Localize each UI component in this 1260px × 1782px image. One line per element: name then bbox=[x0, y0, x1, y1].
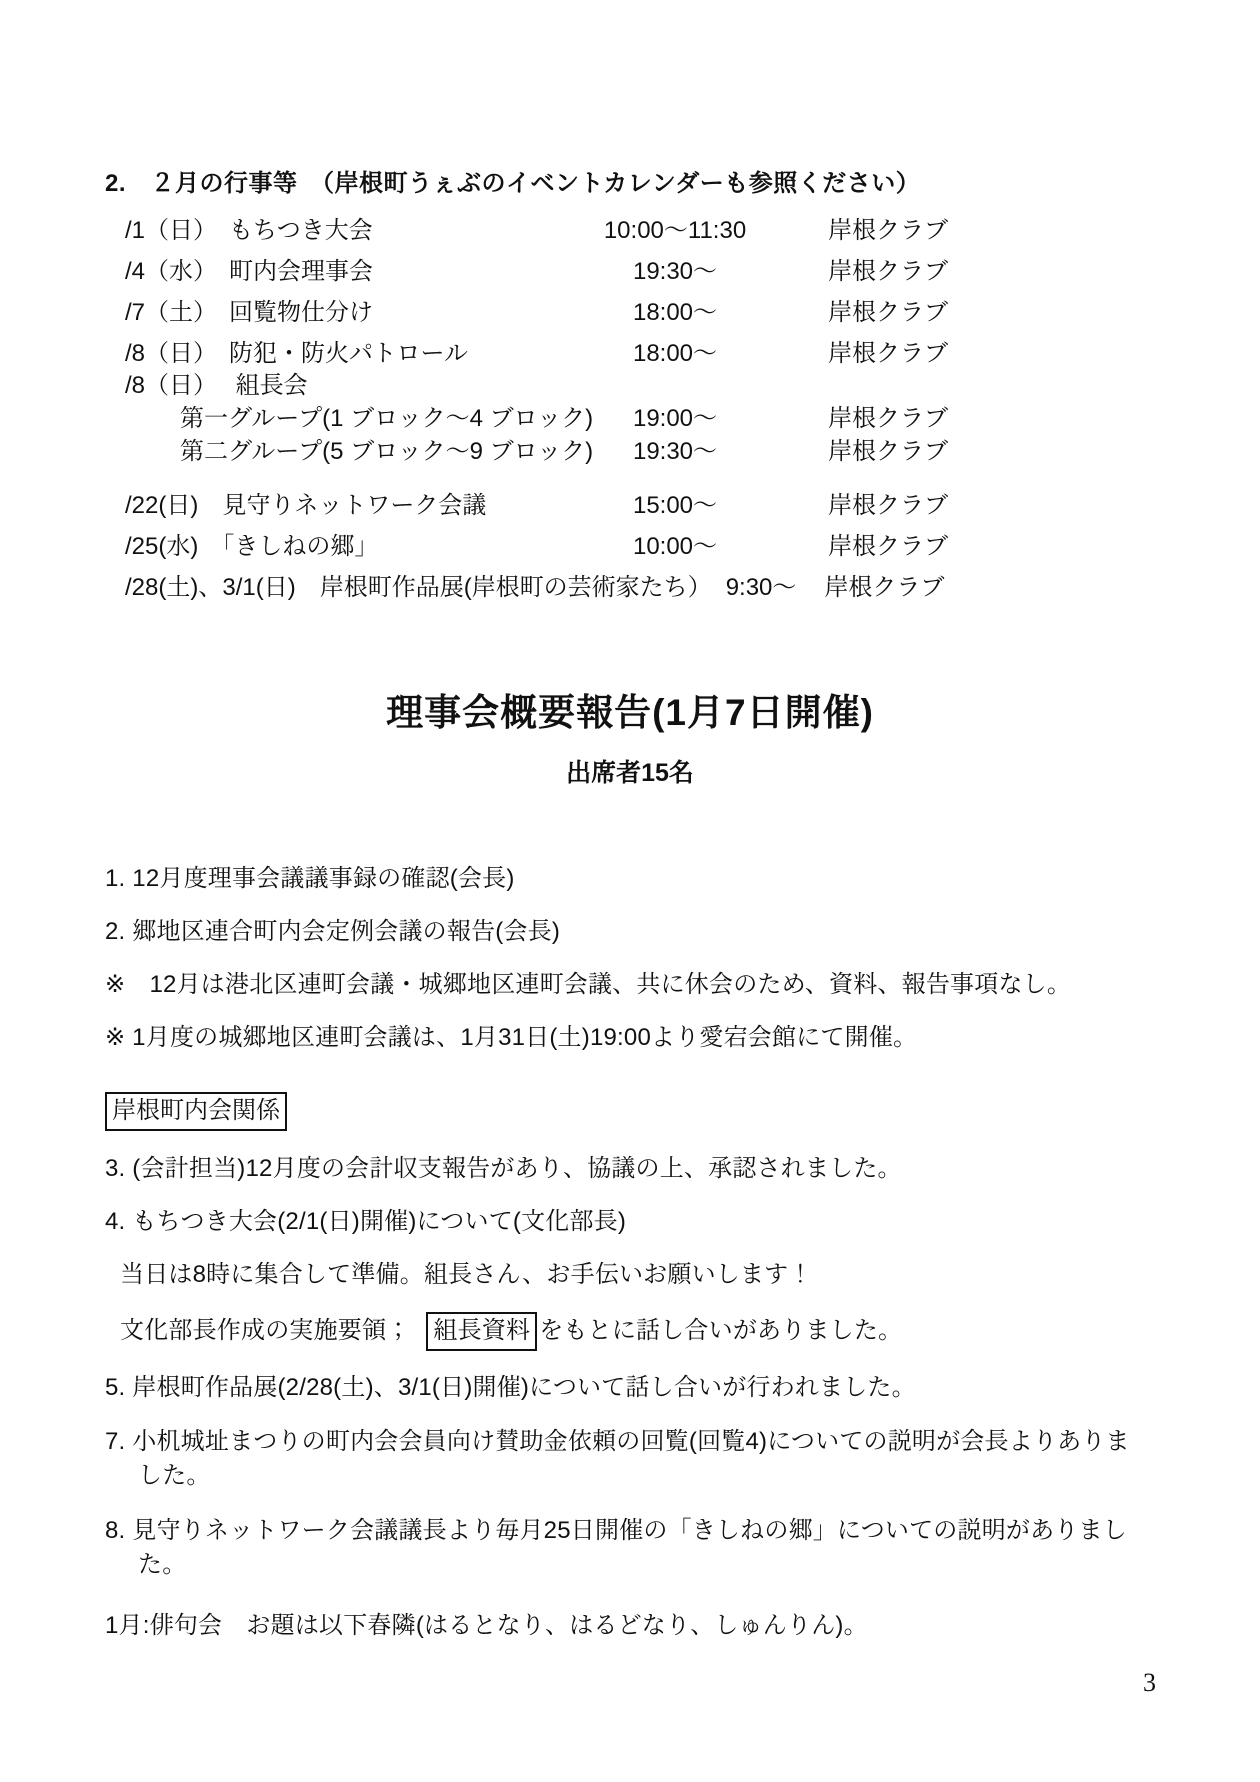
event-label: /8（日） 防犯・防火パトロール bbox=[125, 340, 469, 367]
event-label: /8（日） 組長会 bbox=[125, 372, 308, 399]
event-label: 第二グループ(5 ブロック～9 ブロック) bbox=[180, 438, 594, 465]
event-place: 岸根クラブ bbox=[828, 438, 948, 465]
event-row bbox=[105, 216, 1155, 246]
events-section-heading: 2. ２月の行事等 （岸根町うぇぶのイベントカレンダーも参照ください） bbox=[105, 170, 921, 197]
report-note-1: ※ 12月は港北区連町会議・城郷地区連町会議、共に休会のため、資料、報告事項なし。 bbox=[105, 971, 1072, 998]
note-2-suffix: をもとに話し合いがありました。 bbox=[539, 1317, 903, 1344]
event-place: 岸根クラブ bbox=[828, 217, 948, 244]
event-row bbox=[105, 532, 1155, 562]
event-label: 第一グループ(1 ブロック～4 ブロック) bbox=[180, 405, 594, 432]
event-time: 19:30～ bbox=[632, 438, 718, 465]
report-title: 理事会概要報告(1月7日開催) bbox=[386, 692, 874, 733]
event-place: 岸根クラブ bbox=[828, 299, 948, 326]
event-row bbox=[105, 371, 1155, 401]
haiku-line: 1月:俳句会 お題は以下春隣(はるとなり、はるどなり、しゅんりん)。 bbox=[105, 1612, 868, 1639]
event-place: 岸根クラブ bbox=[828, 405, 948, 432]
event-time: 18:00～ bbox=[632, 340, 718, 367]
report-item-8: 8. 見守りネットワーク会議議長より毎月25日開催の「きしねの郷」についての説明がありました。 bbox=[105, 1517, 1127, 1578]
event-row bbox=[105, 257, 1155, 287]
event-time: 9:30～ bbox=[725, 574, 797, 601]
event-place: 岸根クラブ bbox=[828, 533, 948, 560]
event-time: 15:00～ bbox=[632, 492, 718, 519]
report-item-3: 3. (会計担当)12月度の会計収支報告があり、協議の上、承認されました。 bbox=[105, 1155, 902, 1182]
report-item-1: 1. 12月度理事会議議事録の確認(会長) bbox=[105, 865, 515, 892]
event-place: 岸根クラブ bbox=[824, 574, 945, 601]
report-item-2: 2. 郷地区連合町内会定例会議の報告(会長) bbox=[105, 918, 561, 945]
event-row-exhibition bbox=[105, 573, 1155, 603]
report-item-4-note-1: 当日は8時に集合して準備。組長さん、お手伝いお願いします！ bbox=[120, 1261, 813, 1288]
report-item-7: 7. 小机城址まつりの町内会会員向け賛助金依頼の回覧(回覧4)についての説明が会長よりありました。 bbox=[105, 1428, 1130, 1489]
event-place: 岸根クラブ bbox=[828, 258, 948, 285]
event-time: 10:00～ bbox=[632, 533, 718, 560]
event-time: 19:00～ bbox=[632, 405, 718, 432]
event-label: /7（土） 回覧物仕分け bbox=[125, 299, 374, 326]
event-row bbox=[105, 298, 1155, 328]
event-row bbox=[105, 491, 1155, 521]
report-item-5: 5. 岸根町作品展(2/28(土)、3/1(日)開催)について話し合いが行われました。 bbox=[105, 1374, 916, 1401]
event-place: 岸根クラブ bbox=[828, 340, 948, 367]
event-time: 19:30～ bbox=[632, 258, 718, 285]
boxed-heading-wrap bbox=[105, 1092, 1140, 1131]
events-list bbox=[105, 216, 1155, 603]
report-items bbox=[105, 863, 1140, 1642]
kishine-chonaikai-boxed-heading: 岸根町内会関係 bbox=[105, 1092, 287, 1131]
report-item-4-note-2 bbox=[105, 1312, 1140, 1351]
event-label: /4（水） 町内会理事会 bbox=[125, 258, 374, 285]
event-row-group2 bbox=[105, 437, 1155, 467]
event-row bbox=[105, 339, 1155, 369]
event-place: 岸根クラブ bbox=[828, 492, 948, 519]
event-time: 18:00～ bbox=[632, 299, 718, 326]
event-time: 10:00～11:30 bbox=[603, 217, 747, 244]
kumicho-shiryo-boxed-label: 組長資料 bbox=[426, 1312, 537, 1351]
event-row-group1 bbox=[105, 404, 1155, 434]
event-label: /22(日) 見守りネットワーク会議 bbox=[125, 492, 487, 519]
event-label: /25(水) 「きしねの郷」 bbox=[125, 533, 379, 560]
report-item-4: 4. もちつき大会(2/1(日)開催)について(文化部長) bbox=[105, 1208, 627, 1235]
page-number: 3 bbox=[1143, 1668, 1156, 1697]
event-label: /28(土)、3/1(日) 岸根町作品展(岸根町の芸術家たち） bbox=[125, 574, 712, 601]
report-attendees: 出席者15名 bbox=[566, 759, 694, 787]
event-label: /1（日） もちつき大会 bbox=[125, 217, 373, 244]
note-2-prefix: 文化部長作成の実施要領； bbox=[120, 1317, 411, 1344]
report-note-2: ※ 1月度の城郷地区連町会議は、1月31日(土)19:00より愛宕会館にて開催。 bbox=[105, 1024, 918, 1051]
